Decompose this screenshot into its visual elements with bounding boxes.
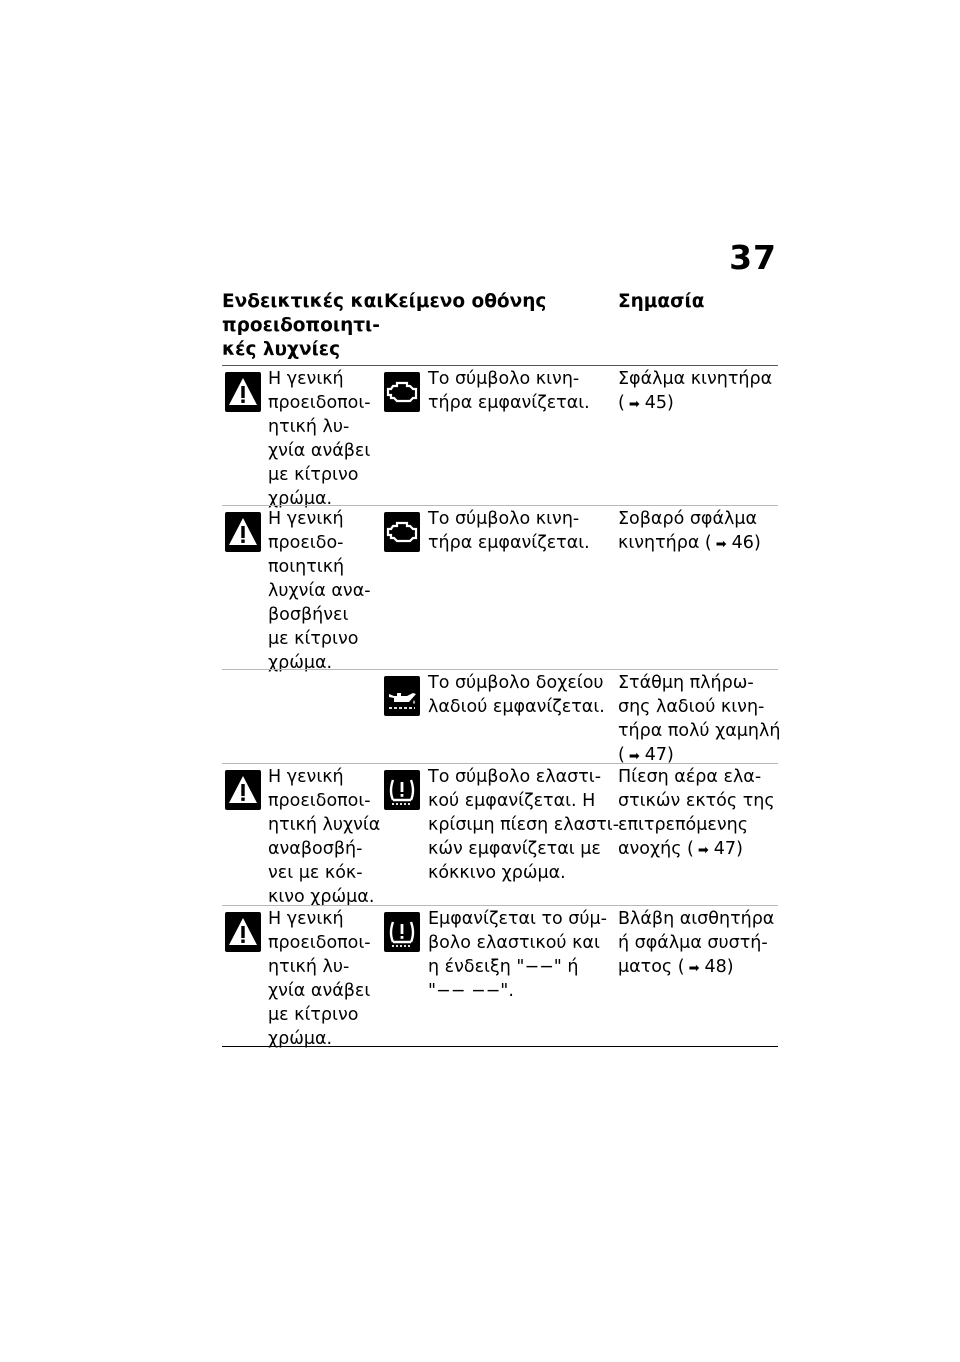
page-reference-arrow-icon: ➡ bbox=[697, 843, 709, 858]
meaning-text: Σοβαρό σφάλμα κινητήρα ( ➡ 46) bbox=[618, 507, 778, 557]
engine-icon bbox=[384, 372, 420, 412]
oil-can-icon bbox=[384, 676, 420, 716]
meaning-text: Στάθμη πλήρω- σης λαδιού κινη- τήρα πολύ χαμηλή ( ➡ 47) bbox=[618, 671, 778, 769]
display-text: Το σύμβολο κινη- τήρα εμφανίζεται. bbox=[428, 369, 590, 413]
page-reference-arrow-icon: ➡ bbox=[715, 537, 727, 552]
table-row bbox=[222, 365, 778, 509]
display-text: Εμφανίζεται το σύμ- βολο ελαστικού και η ένδειξη "−−" ή "−− −−". bbox=[428, 909, 607, 1001]
page-reference-arrow-icon: ➡ bbox=[688, 961, 700, 976]
display-text: Το σύμβολο δοχείου λαδιού εμφανίζεται. bbox=[428, 673, 605, 717]
table-row bbox=[222, 505, 778, 673]
indicator-description: Η γενική προειδοποι- ητική λυ- χνία ανάβει με κίτρινο χρώμα. bbox=[268, 909, 371, 1049]
warning-lights-table bbox=[222, 290, 781, 1049]
display-text: Το σύμβολο κινη- τήρα εμφανίζεται. bbox=[428, 509, 590, 553]
indicator-description: Η γενική προειδο- ποιητική λυχνία ανα- βοσβήνει με κίτρινο χρώμα. bbox=[268, 509, 371, 673]
meaning-text: Βλάβη αισθητήρα ή σφάλμα συστή- ματος ( ➡ 48) bbox=[618, 907, 778, 981]
warning-triangle-icon bbox=[225, 770, 261, 810]
table-header bbox=[222, 290, 778, 365]
table-row bbox=[222, 669, 781, 765]
header-display-text: Κείμενο οθόνης bbox=[384, 291, 547, 312]
engine-icon bbox=[384, 512, 420, 552]
indicator-description: Η γενική προειδοποι- ητική λυχνία αναβοσβή- νει με κόκ- κινο χρώμα. bbox=[268, 767, 381, 907]
table-row bbox=[222, 905, 778, 1047]
warning-triangle-icon bbox=[225, 512, 261, 552]
indicator-description: Η γενική προειδοποι- ητική λυ- χνία ανάβει με κίτρινο χρώμα. bbox=[268, 369, 371, 509]
warning-triangle-icon bbox=[225, 912, 261, 952]
page-reference-arrow-icon: ➡ bbox=[628, 749, 640, 764]
page-reference-arrow-icon: ➡ bbox=[628, 397, 640, 412]
header-indicator-lights: Ενδεικτικές και προειδοποιητι- κές λυχνίες bbox=[222, 291, 384, 360]
header-meaning: Σημασία bbox=[618, 291, 705, 312]
page-number: 37 bbox=[729, 238, 777, 277]
meaning-text: Πίεση αέρα ελα- στικών εκτός της επιτρεπόμενης ανοχής ( ➡ 47) bbox=[618, 765, 778, 863]
display-text: Το σύμβολο ελαστι- κού εμφανίζεται. Η κρίσιμη πίεση ελαστι- κών εμφανίζεται με κόκκινο χρώμα. bbox=[428, 767, 620, 883]
meaning-text: Σφάλμα κινητήρα ( ➡ 45) bbox=[618, 367, 778, 417]
warning-triangle-icon bbox=[225, 372, 261, 412]
tyre-pressure-icon bbox=[384, 912, 420, 952]
tyre-pressure-icon bbox=[384, 770, 420, 810]
table-row bbox=[222, 763, 778, 905]
